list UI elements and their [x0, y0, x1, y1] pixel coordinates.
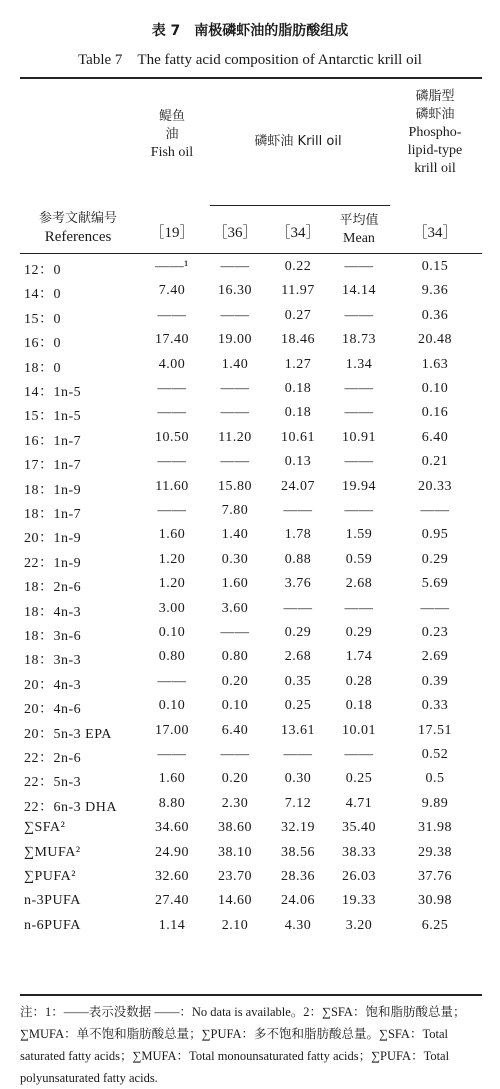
table-cell: 32.60: [155, 869, 189, 884]
table-cell: ——: [220, 625, 250, 640]
table-cell: 34.60: [155, 820, 189, 836]
table-cell: 1.74: [345, 649, 373, 665]
table-cell: 1.27: [284, 356, 312, 372]
table-row: [0, 552, 500, 574]
table-row: [0, 454, 500, 476]
table-caption-en: Table 7 The fatty acid composition of Antarctic krill oil: [78, 52, 422, 68]
fish-oil-header: [138, 108, 206, 162]
table-cell: ——: [283, 747, 313, 762]
references-header-en: References: [44, 229, 112, 245]
table-cell: 15.80: [218, 478, 252, 494]
table-cell: 0.28: [345, 673, 373, 689]
table-cell: 0.18: [345, 698, 373, 714]
table-cell: 0.10: [158, 625, 186, 640]
table-cell: 0.29: [345, 625, 373, 640]
table-cell: 0.21: [421, 454, 449, 470]
table-row: [0, 527, 500, 549]
fatty-acid-label: 22：5n-3: [24, 775, 82, 791]
fatty-acid-label: 12：0: [24, 263, 61, 278]
table-cell: 3.76: [284, 576, 312, 592]
table-cell: 4.71: [345, 795, 373, 811]
krill-oil-header: 磷虾油 Krill oil: [254, 134, 342, 149]
fatty-acid-label: 18：0: [24, 360, 61, 376]
table-cell: 0.22: [284, 259, 312, 274]
table-cell: 5.69: [421, 576, 449, 592]
table-row: [0, 845, 500, 867]
table-row: [0, 479, 500, 501]
table-cell: ——: [420, 503, 450, 518]
table-cell: ——: [344, 503, 374, 518]
table-cell: 2.68: [284, 649, 312, 665]
table-cell: 18.46: [281, 332, 315, 348]
table-cell: 38.60: [218, 820, 252, 836]
table-cell: 31.98: [418, 820, 452, 836]
table-cell: 0.30: [221, 551, 249, 567]
table-cell: 0.80: [221, 649, 249, 665]
table-cell: 38.10: [218, 844, 252, 860]
table-cell: 0.36: [421, 307, 449, 323]
table-cell: 0.27: [284, 307, 312, 323]
ref-36: ［36］: [212, 225, 258, 241]
table-row: [0, 576, 500, 598]
table-cell: ——: [157, 307, 187, 323]
table-cell: 32.19: [281, 820, 315, 836]
phospho-header-cn2: 磷虾油: [415, 107, 455, 122]
table-cell: 19.94: [342, 478, 376, 494]
table-cell: 26.03: [342, 869, 376, 884]
fatty-acid-label: 18：3n-6: [24, 629, 82, 644]
fish-oil-header-cn1: 鳀鱼: [158, 109, 185, 124]
table-cell: 10.50: [155, 429, 189, 445]
table-cell: ——: [157, 673, 187, 689]
ref-34-krill: ［34］: [275, 225, 321, 241]
table-cell: 7.80: [221, 503, 249, 518]
fish-oil-header-cn2: 油: [165, 127, 179, 142]
table-cell: 0.29: [284, 625, 312, 640]
table-cell: 17.00: [155, 722, 189, 738]
table-cell: ——: [220, 454, 250, 470]
mean-header: [330, 212, 388, 248]
table-cell: 1.40: [221, 527, 249, 543]
table-cell: ——: [283, 600, 313, 616]
table-cell: 29.38: [418, 844, 452, 860]
table-cell: 11.60: [155, 478, 189, 494]
table-row: [0, 357, 500, 379]
table-cell: ——: [344, 381, 374, 396]
table-cell: 2.30: [221, 795, 249, 811]
table-cell: ——: [344, 747, 374, 762]
fatty-acid-label: 20：4n-3: [24, 677, 82, 693]
table-cell: 1.60: [221, 576, 249, 592]
table-cell: 0.25: [284, 698, 312, 714]
table-cell: 14.14: [342, 283, 376, 299]
table-cell: 1.60: [158, 527, 186, 543]
fatty-acid-label: ∑MUFA²: [24, 844, 81, 860]
table-row: [0, 405, 500, 427]
table-row: [0, 698, 500, 720]
table-cell: 1.59: [345, 527, 373, 543]
table-cell: 13.61: [281, 722, 315, 738]
table-row: [0, 918, 500, 940]
fatty-acid-label: ∑PUFA²: [24, 869, 76, 884]
table-caption-cn: 表 7 南极磷虾油的脂肪酸组成: [151, 23, 349, 39]
table-cell: 0.10: [158, 698, 186, 714]
krill-span-rule: [210, 205, 390, 206]
table-cell: ——¹: [155, 259, 189, 274]
table-cell: 0.35: [284, 673, 312, 689]
fatty-acid-label: ∑SFA²: [24, 820, 66, 836]
table-cell: 0.88: [284, 551, 312, 567]
table-cell: ——: [157, 454, 187, 470]
ref-34-phospho: ［34］: [412, 225, 458, 241]
table-row: [0, 771, 500, 793]
fatty-acid-label: 18：3n-3: [24, 653, 82, 669]
table-cell: ——: [220, 381, 250, 396]
fatty-acid-label: n-3PUFA: [24, 893, 81, 909]
fatty-acid-label: 18：1n-9: [24, 482, 82, 498]
table-cell: 0.10: [421, 381, 449, 396]
table-row: [0, 308, 500, 330]
table-cell: 11.20: [218, 429, 252, 445]
table-footnote: 注：1：——表示没数据 ——：No data is available。2：∑SFA：饱和脂肪酸总量；∑MUFA：单不饱和脂肪酸总量；∑PUFA：多不饱和脂肪酸总量。∑SFA：Total saturated fatty acids；∑MUFA：Total monounsaturated fatty acids；∑PUFA：Total polyunsaturated fatty acids.: [20, 1005, 466, 1085]
table-cell: ——: [157, 747, 187, 762]
phospho-header-en1: Phospho-: [408, 125, 462, 140]
table-cell: 24.07: [281, 478, 315, 494]
fatty-acid-label: 16：0: [24, 336, 61, 352]
table-cell: 16.30: [218, 283, 252, 299]
table-cell: 0.18: [284, 405, 312, 421]
table-cell: 11.97: [281, 283, 315, 299]
table-cell: 0.25: [345, 771, 373, 787]
fatty-acid-label: 18：1n-7: [24, 507, 82, 522]
fatty-acid-label: 14：0: [24, 287, 61, 303]
table-row: [0, 674, 500, 696]
fatty-acid-label: 20：1n-9: [24, 531, 82, 547]
table-cell: 6.40: [221, 722, 249, 738]
table-cell: 6.40: [421, 429, 449, 445]
table-row: [0, 869, 500, 891]
table-cell: 0.5: [425, 771, 445, 787]
table-cell: 14.60: [218, 893, 252, 909]
table-cell: 27.40: [155, 893, 189, 909]
table-cell: 8.80: [158, 795, 186, 811]
table-row: [0, 747, 500, 769]
table-cell: 0.15: [421, 259, 449, 274]
table-row: [0, 820, 500, 842]
table-cell: ——: [220, 405, 250, 421]
phospholipid-header: [390, 88, 480, 178]
table-row: [0, 796, 500, 818]
table-cell: 37.76: [418, 869, 452, 884]
table-cell: ——: [220, 747, 250, 762]
table-cell: 0.52: [421, 747, 449, 762]
table-cell: 18.73: [342, 332, 376, 348]
table-cell: 24.06: [281, 893, 315, 909]
fatty-acid-label: 18：2n-6: [24, 580, 82, 596]
mean-header-en: Mean: [343, 231, 375, 246]
table-row: [0, 601, 500, 623]
table-row: [0, 381, 500, 403]
table-row: [0, 723, 500, 745]
table-row: [0, 332, 500, 354]
table-cell: 3.20: [345, 917, 373, 933]
table-cell: 0.30: [284, 771, 312, 787]
table-cell: 38.33: [342, 844, 376, 860]
table-cell: ——: [420, 600, 450, 616]
table-row: [0, 649, 500, 671]
phospho-header-cn1: 磷脂型: [415, 89, 455, 104]
table-cell: 1.14: [158, 917, 186, 933]
table-cell: 0.20: [221, 673, 249, 689]
table-cell: ——: [157, 405, 187, 421]
table-cell: ——: [344, 454, 374, 470]
table-cell: 35.40: [342, 820, 376, 836]
table-cell: 0.39: [421, 673, 449, 689]
table-cell: 7.12: [284, 795, 312, 811]
table-cell: 10.01: [342, 722, 376, 738]
table-cell: 24.90: [155, 844, 189, 860]
table-cell: ——: [283, 503, 313, 518]
fatty-acid-label: 22：2n-6: [24, 751, 82, 766]
table-cell: 20.48: [418, 332, 452, 348]
table-cell: 1.63: [421, 356, 449, 372]
table-cell: 10.91: [342, 429, 376, 445]
table-cell: 28.36: [281, 869, 315, 884]
fatty-acid-label: 17：1n-7: [24, 458, 82, 474]
table-row: [0, 259, 500, 281]
table-cell: 0.59: [345, 551, 373, 567]
table-cell: ——: [344, 307, 374, 323]
table-cell: 0.80: [158, 649, 186, 665]
table-cell: 23.70: [218, 869, 252, 884]
fatty-acid-label: 20：4n-6: [24, 702, 82, 718]
table-row: [0, 430, 500, 452]
table-cell: 0.10: [221, 698, 249, 714]
ref-19: ［19］: [149, 225, 195, 241]
fatty-acid-label: 16：1n-7: [24, 433, 82, 449]
table-row: [0, 503, 500, 525]
table-cell: 19.00: [218, 332, 252, 348]
table-cell: ——: [157, 503, 187, 518]
table-cell: 0.29: [421, 551, 449, 567]
fatty-acid-label: 22：6n-3 DHA: [24, 799, 117, 815]
table-cell: 17.51: [418, 722, 452, 738]
fatty-acid-label: n-6PUFA: [24, 917, 81, 933]
table-cell: 2.68: [345, 576, 373, 592]
table-cell: 1.60: [158, 771, 186, 787]
table-cell: 4.00: [158, 356, 186, 372]
table-cell: 9.36: [421, 283, 449, 299]
fatty-acid-label: 22：1n-9: [24, 555, 82, 571]
table-cell: 19.33: [342, 893, 376, 909]
references-header-cn: 参考文献编号: [38, 211, 117, 226]
fish-oil-header-en: Fish oil: [150, 145, 194, 160]
table-cell: 6.25: [421, 917, 449, 933]
table-cell: 0.13: [284, 454, 312, 470]
table-cell: 7.40: [158, 283, 186, 299]
table-cell: ——: [344, 259, 374, 274]
table-cell: 1.20: [158, 576, 186, 592]
fatty-acid-label: 15：1n-5: [24, 409, 82, 425]
table-cell: 2.10: [221, 917, 249, 933]
fatty-acid-label: 14：1n-5: [24, 385, 82, 400]
table-cell: 20.33: [418, 478, 452, 494]
bottom-rule: [20, 994, 482, 996]
phospho-header-en2: lipid-type: [407, 143, 463, 158]
table-row: [0, 893, 500, 915]
table-cell: 0.20: [221, 771, 249, 787]
table-cell: 0.33: [421, 698, 449, 714]
table-cell: 17.40: [155, 332, 189, 348]
table-cell: ——: [157, 381, 187, 396]
table-cell: 4.30: [284, 917, 312, 933]
table-cell: 1.20: [158, 551, 186, 567]
table-cell: 38.56: [281, 844, 315, 860]
fatty-acid-label: 18：4n-3: [24, 604, 82, 620]
table-cell: 0.18: [284, 381, 312, 396]
table-cell: 1.78: [284, 527, 312, 543]
table-row: [0, 283, 500, 305]
table-cell: ——: [220, 307, 250, 323]
references-header: [20, 210, 136, 246]
table-cell: 3.60: [221, 600, 249, 616]
table-cell: 30.98: [418, 893, 452, 909]
table-cell: 10.61: [281, 429, 315, 445]
header-bottom-rule: [20, 253, 482, 254]
table-cell: ——: [220, 259, 250, 274]
table-cell: 1.40: [221, 356, 249, 372]
top-rule: [20, 77, 482, 79]
table-cell: 9.89: [421, 795, 449, 811]
table-cell: 0.23: [421, 625, 449, 640]
table-cell: 3.00: [158, 600, 186, 616]
mean-header-cn: 平均值: [339, 213, 379, 228]
phospho-header-en3: krill oil: [414, 161, 456, 176]
table-row: [0, 625, 500, 647]
table-cell: ——: [344, 600, 374, 616]
fatty-acid-label: 15：0: [24, 311, 61, 327]
table-cell: 1.34: [345, 356, 373, 372]
fatty-acid-label: 20：5n-3 EPA: [24, 726, 112, 742]
table-cell: 2.69: [421, 649, 449, 665]
table-cell: 0.95: [421, 527, 449, 543]
table-cell: ——: [344, 405, 374, 421]
table-cell: 0.16: [421, 405, 449, 421]
